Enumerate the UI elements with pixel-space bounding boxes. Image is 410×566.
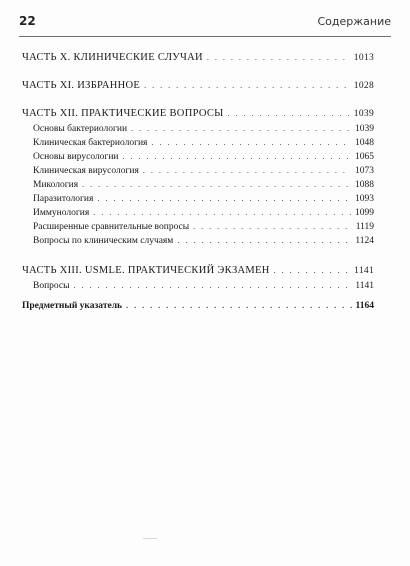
- dot-leader: [82, 178, 351, 192]
- dot-leader: [74, 279, 352, 293]
- running-header: [19, 12, 391, 37]
- dot-leader: [193, 220, 352, 234]
- toc-entry-page: 1073: [355, 166, 374, 176]
- toc-entry-page: 1028: [353, 81, 374, 91]
- toc-entry-title: Паразитология: [33, 194, 94, 204]
- toc-item-case-questions[interactable]: [22, 234, 374, 248]
- toc-part-11[interactable]: [22, 80, 374, 91]
- toc-item-virology-basics[interactable]: [22, 150, 374, 164]
- toc-entry-page: 1141: [355, 281, 374, 291]
- toc-entry-title: ЧАСТЬ XI. ИЗБРАННОЕ: [22, 80, 141, 91]
- toc-entry-page: 1013: [353, 53, 374, 63]
- table-of-contents: [22, 52, 374, 311]
- dot-leader: [93, 206, 351, 220]
- dot-leader: [123, 150, 352, 164]
- toc-entry-title: Основы вирусологии: [33, 152, 119, 162]
- toc-entry-page: 1164: [355, 301, 374, 311]
- dot-leader: [151, 136, 351, 150]
- toc-entry-title: Иммунология: [33, 208, 90, 218]
- dot-leader: [126, 301, 351, 310]
- toc-item-mycology[interactable]: [22, 178, 374, 192]
- toc-item-questions[interactable]: [22, 279, 374, 293]
- toc-item-parasitology[interactable]: [22, 192, 374, 206]
- page-number: 22: [19, 14, 36, 28]
- toc-entry-title: ЧАСТЬ XII. ПРАКТИЧЕСКИЕ ВОПРОСЫ: [22, 108, 224, 119]
- toc-entry-page: 1119: [355, 222, 374, 232]
- dot-leader: [131, 122, 351, 136]
- toc-entry-title: Расширенные сравнительные вопросы: [33, 222, 190, 232]
- toc-entry-title: Основы бактериологии: [33, 124, 128, 134]
- dot-leader: [144, 81, 350, 90]
- dot-leader: [177, 234, 351, 248]
- toc-item-comparative-questions[interactable]: [22, 220, 374, 234]
- toc-entry-page: 1099: [355, 208, 374, 218]
- toc-item-immunology[interactable]: [22, 206, 374, 220]
- toc-entry-title: Клиническая бактериология: [33, 138, 148, 148]
- toc-entry-page: 1039: [355, 124, 374, 134]
- toc-entry-page: 1124: [355, 236, 374, 246]
- toc-item-clinical-virology[interactable]: [22, 164, 374, 178]
- toc-entry-title: Вопросы: [33, 281, 70, 291]
- toc-entry-title: Микология: [33, 180, 79, 190]
- dot-leader: [274, 266, 351, 275]
- toc-entry-page: 1065: [355, 152, 374, 162]
- section-title: Содержание: [317, 15, 391, 28]
- toc-item-clinical-bacteriology[interactable]: [22, 136, 374, 150]
- toc-entry-page: 1093: [355, 194, 374, 204]
- toc-entry-title: Вопросы по клиническим случаям: [33, 236, 174, 246]
- toc-entry-page: 1088: [355, 180, 374, 190]
- toc-part-13[interactable]: [22, 265, 374, 276]
- toc-subject-index[interactable]: [22, 301, 374, 311]
- dot-leader: [228, 109, 350, 118]
- toc-entry-title: ЧАСТЬ X. КЛИНИЧЕСКИЕ СЛУЧАИ: [22, 52, 203, 63]
- dot-leader: [207, 53, 350, 62]
- scan-artifact: [143, 538, 157, 539]
- toc-entry-title: Клиническая вирусология: [33, 166, 139, 176]
- toc-part-12[interactable]: [22, 108, 374, 119]
- toc-part-10[interactable]: [22, 52, 374, 63]
- toc-entry-title: ЧАСТЬ XIII. USMLE. ПРАКТИЧЕСКИЙ ЭКЗАМЕН: [22, 265, 270, 276]
- toc-entry-page: 1141: [354, 266, 374, 276]
- toc-item-bacteriology-basics[interactable]: [22, 122, 374, 136]
- toc-entry-page: 1048: [355, 138, 374, 148]
- toc-entry-title: Предметный указатель: [22, 301, 123, 311]
- dot-leader: [143, 164, 351, 178]
- toc-entry-page: 1039: [353, 109, 374, 119]
- dot-leader: [97, 192, 351, 206]
